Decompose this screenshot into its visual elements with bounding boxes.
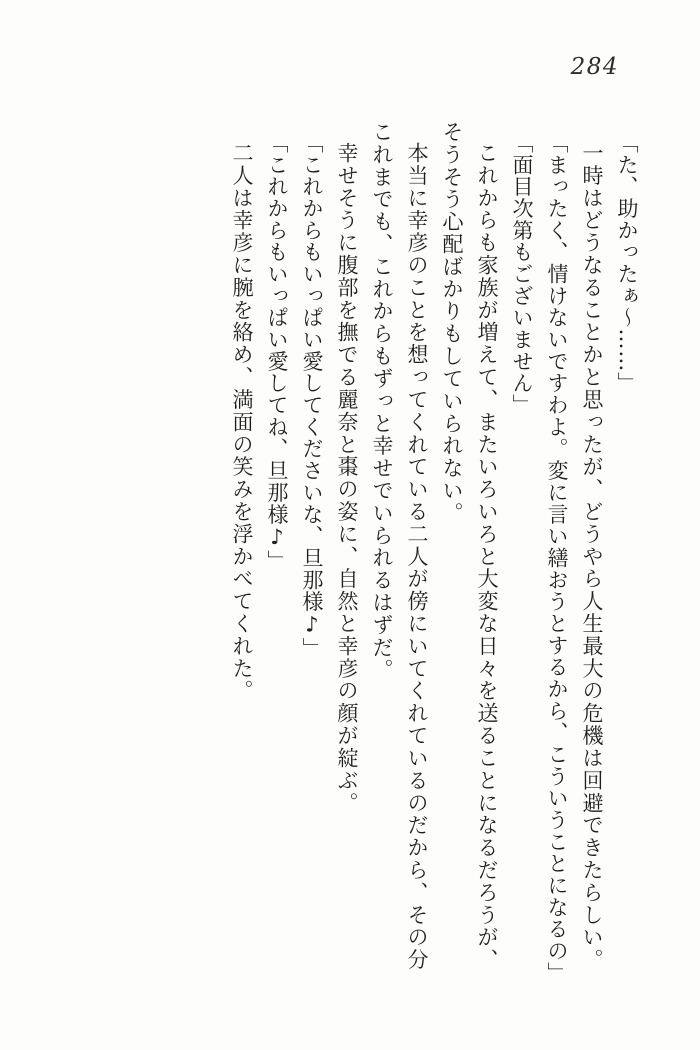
paragraph: 「これからもいっぱい愛してね、旦那様♪」 — [265, 131, 289, 572]
page-number: 284 — [570, 54, 619, 80]
paragraph: 幸せそうに腹部を撫でる麗奈と棗の姿に、自然と幸彦の顔が綻ぶ。 — [335, 142, 359, 815]
paragraph: これからも家族が増えて、またいろいろと大変な日々を送ることになるだろうが、そうそう心配ばかりもしていられない。 — [440, 121, 499, 972]
paragraph: 「まったく、情けないですわよ。変に言い繕おうとするから、こういうことになるの」 — [545, 131, 569, 984]
paragraph: 二人は幸彦に腕を絡め、満面の笑みを浮かべてくれた。 — [230, 142, 254, 703]
paragraph: 本当に幸彦のことを想ってくれている二人が傍にいてくれているのだから、その分これまでも、これからもずっと幸せでいられるはずだ。 — [370, 121, 429, 972]
body-text — [224, 121, 644, 991]
paragraph: 「これからもいっぱい愛してくださいな、旦那様♪」 — [300, 131, 324, 659]
paragraph: 「た、助かったぁ〜……」 — [615, 131, 639, 394]
paragraph: 「面目次第もございません」 — [510, 131, 534, 416]
paragraph: 一時はどうなることかと思ったが、どうやら人生最大の危機は回避できたらしい。 — [580, 142, 604, 972]
